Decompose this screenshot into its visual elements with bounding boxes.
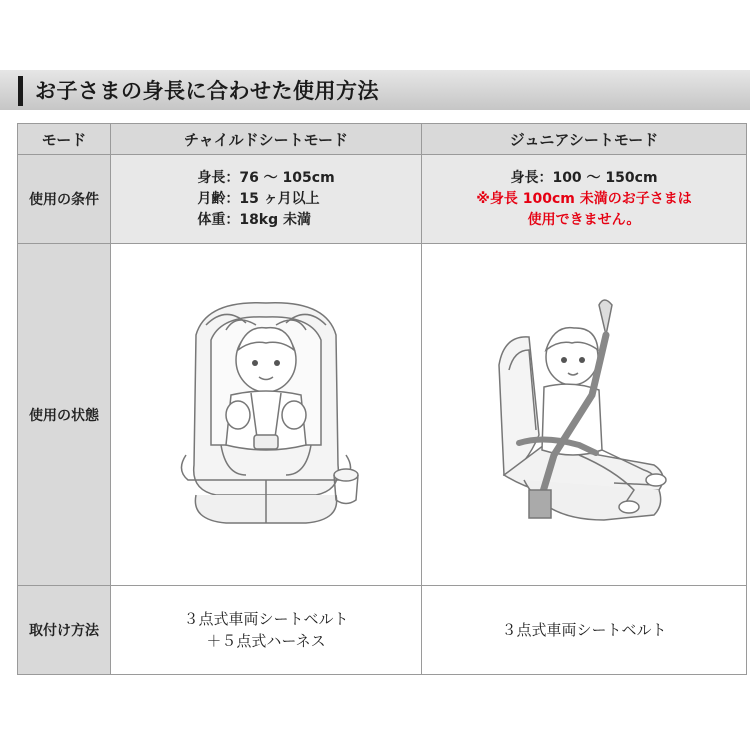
child-mounting-line1: ３点式車両シートベルト: [183, 610, 349, 628]
child-seat-illustration-cell: [111, 244, 422, 586]
header-mode: モード: [18, 124, 111, 155]
mounting-label: 取付け方法: [18, 586, 111, 675]
child-age-condition: 月齢：15 ヶ月以上: [197, 190, 320, 207]
usage-table: [17, 123, 747, 675]
junior-seat-mounting: [422, 586, 747, 675]
junior-warning-line1: ※身長 100cm 未満のお子さまは: [476, 190, 692, 207]
mounting-row: [18, 586, 747, 675]
junior-height-condition: 身長：100 ～ 150cm: [510, 169, 658, 186]
header-accent-bar: [18, 76, 23, 106]
child-seat-conditions: [111, 155, 422, 244]
junior-mounting-text: ３点式車両シートベルト: [501, 621, 667, 639]
child-seat-illustration: [166, 295, 366, 535]
section-header: [0, 70, 750, 110]
header-child-seat-mode: チャイルドシートモード: [111, 124, 422, 155]
state-label: 使用の状態: [18, 244, 111, 586]
child-weight-condition: 体重：18kg 未満: [197, 211, 312, 228]
conditions-row: [18, 155, 747, 244]
header-junior-seat-mode: ジュニアシートモード: [422, 124, 747, 155]
junior-seat-illustration-cell: [422, 244, 747, 586]
child-mounting-line2: ＋５点式ハーネス: [206, 632, 326, 650]
conditions-label: 使用の条件: [18, 155, 111, 244]
page-title: お子さまの身長に合わせた使用方法: [35, 79, 379, 103]
child-height-condition: 身長：76 ～ 105cm: [197, 169, 335, 186]
state-row: [18, 244, 747, 586]
junior-seat-illustration: [484, 295, 684, 535]
junior-warning-line2: 使用できません。: [527, 211, 641, 228]
junior-seat-conditions: [422, 155, 747, 244]
child-seat-mounting: [111, 586, 422, 675]
table-header-row: [18, 124, 747, 155]
